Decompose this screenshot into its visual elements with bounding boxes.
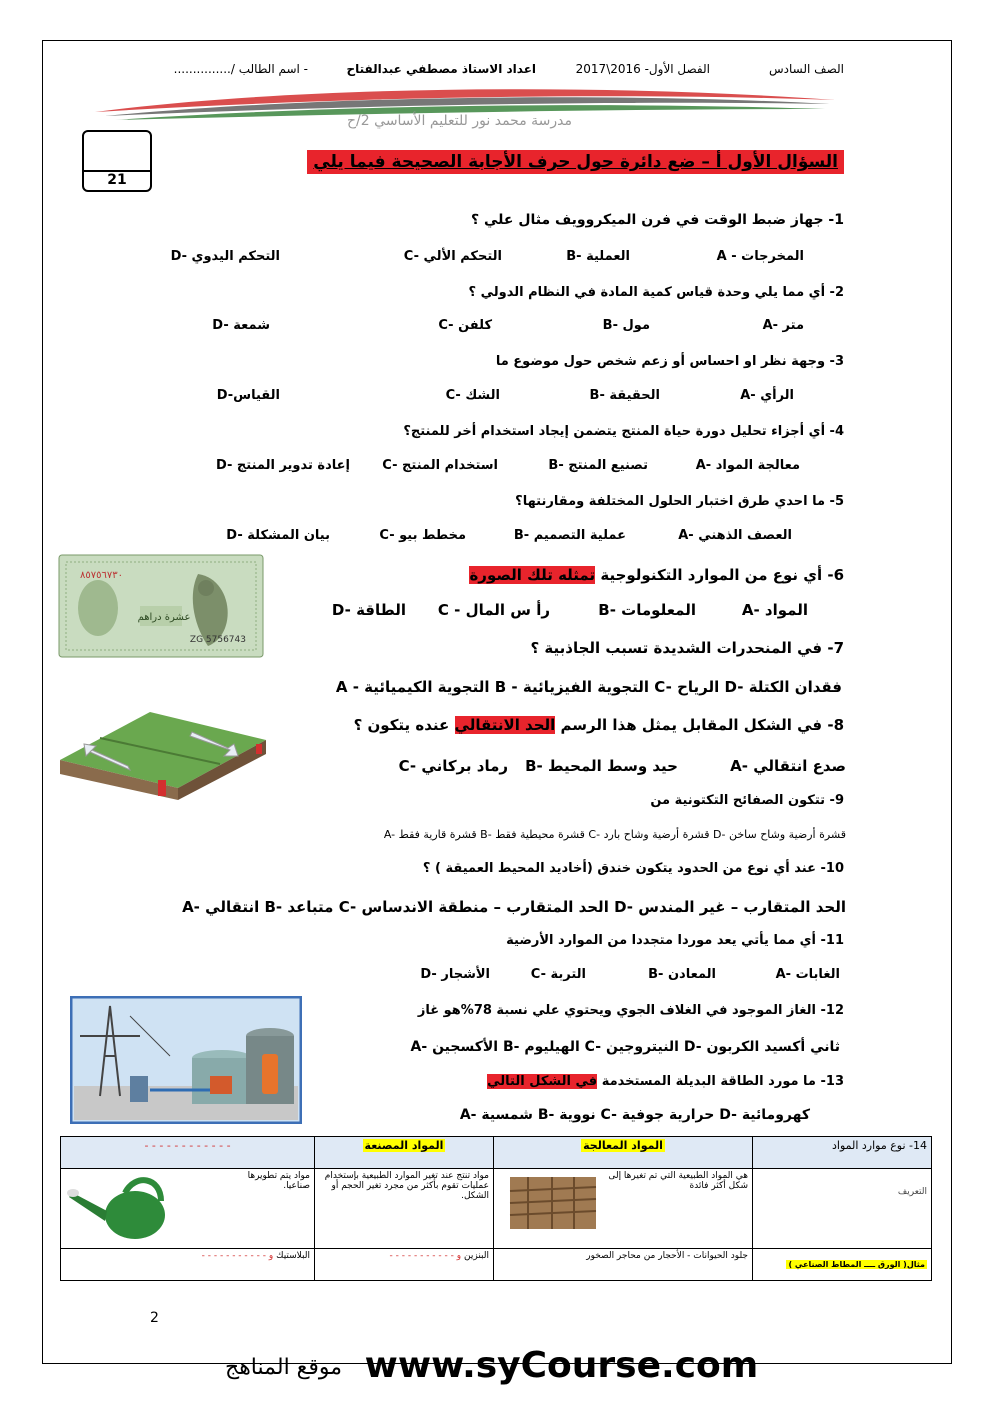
q8-option-a[interactable]: A- صدع انتقالي [730,757,846,775]
manufactured-example[interactable]: البنزين و - - - - - - - - - - - [315,1249,494,1281]
footer-site: www.syCourse.com [364,1345,759,1386]
q11-option-c[interactable]: C- التربة [530,967,586,982]
svg-text:ZG 5756743: ZG 5756743 [189,635,246,645]
q1-option-c[interactable]: C- التحكم الألي [403,249,502,264]
materials-table [60,1136,932,1281]
term-label: الفصل الأول- 2016\2017 [575,62,710,76]
q4-option-c[interactable]: C- استخدام المنتج [382,458,498,473]
transform-boundary-image [60,700,274,802]
q5-option-c[interactable]: C- مخطط بيو [379,528,466,543]
q8-option-b[interactable]: B- حيد وسط المحيط [525,757,678,775]
q6-option-a[interactable]: A- المواد [741,601,808,619]
q5-option-d[interactable]: D- بيان المشكلة [226,528,330,543]
q3-option-c[interactable]: C- الشك [445,388,500,403]
score-value: 21 [107,172,127,188]
processed-definition-cell [494,1169,753,1249]
q13-options[interactable]: A- شمسية B- نووية C- حرارية جوفية D- كهرومائية [459,1107,810,1123]
student-name-label: - اسم الطالب /............... [173,62,308,76]
processed-example: جلود الحيوانات - الأحجار من محاجر الصخور [494,1249,753,1281]
banknote-image [58,554,264,658]
q5-option-a[interactable]: A- العصف الذهني [678,528,792,543]
question-12: 12- الغاز الموجود في الغلاف الجوي ويحتوي علي نسبة 78%هو غاز [417,1003,844,1018]
q3-option-d[interactable]: D-القياس [216,388,280,403]
svg-text:٨٥٧٥٦٧٣٠: ٨٥٧٥٦٧٣٠ [80,570,123,581]
q6-option-b[interactable]: B- المعلومات [598,601,696,619]
q12-options[interactable]: A- الأكسجين B- الهيليوم C- النيتروجين D- ثاني أكسيد الكربون [410,1039,840,1055]
q6-option-c[interactable]: C - رأ س المال [437,601,550,619]
table-header-manufactured: المواد المصنعة [315,1137,494,1169]
question-13: 13- ما مورد الطاقة البديلة المستخدمة في الشكل التالي [487,1074,844,1089]
q7-options[interactable]: A - التجوية الكيميائية B - التجوية الفيزيائية C- الرياح D- فقدان الكتلة [335,678,842,696]
question-2: 2- أي مما يلي وحدة قياس كمية المادة في النظام الدولي ؟ [468,285,844,300]
grade-label: الصف السادس [769,62,844,76]
table-title: 14- نوع موارد المواد [753,1137,932,1169]
q2-option-b[interactable]: B- مول [602,318,650,333]
q11-option-d[interactable]: D- الأشجار [420,967,490,982]
footer-watermark [225,1345,758,1386]
third-definition-cell [61,1169,315,1249]
third-definition: مواد يتم تطويرها صناعيا. [247,1171,310,1191]
q10-options[interactable]: A- انتقالي B- متباعد C- الحد المتقارب – منطقة الاندساس D- الحد المتقارب – غير المندس [182,898,846,916]
question-9: 9- تتكون الصفائح التكتونية من [650,793,844,808]
q2-option-d[interactable]: D- شمعة [212,318,270,333]
q1-option-a[interactable]: A - المخرجات [716,249,804,264]
q5-option-b[interactable]: B- عملية التصميم [513,528,626,543]
example-cell: مثال( الورق ــــ المطاط الصناعي ) [753,1249,932,1281]
q3-option-a[interactable]: A- الرأي [740,388,794,403]
question-5: 5- ما احدي طرق اختبار الحلول المختلفة ومقارنتها؟ [515,494,844,509]
q4-option-d[interactable]: D- إعادة تدوير المنتج [215,458,350,473]
teacher-label: اعداد الاستاذ مصطفي عبدالفتاح [346,62,536,76]
table-header-processed: المواد المعالجة [494,1137,753,1169]
question-1: 1- جهاز ضبط الوقت في فرن الميكروويف مثال علي ؟ [471,212,844,228]
wood-planks-image [508,1171,598,1231]
q1-option-b[interactable]: B- العملية [566,249,630,264]
school-name: مدرسة محمد نور للتعليم الأساسي 2/ح [347,113,572,129]
q2-option-a[interactable]: A- متر [762,318,804,333]
nuclear-plant-image [70,996,302,1124]
question-7: 7- في المنحدرات الشديدة تسبب الجاذبية ؟ [530,639,844,657]
q6-option-d[interactable]: D- الطاقة [331,601,406,619]
question-3: 3- وجهة نظر او احساس أو زعم شخص حول موضوع ما [495,354,844,369]
watering-can-image [65,1171,175,1243]
question-10: 10- عند أي نوع من الحدود يتكون خندق (أخاديد المحيط العميقة ) ؟ [422,861,844,876]
processed-definition: هي المواد الطبيعية التي تم تغيرها إلى شكل أكثر فائدة [608,1171,748,1191]
table-header-blank[interactable]: - - - - - - - - - - - - [61,1137,315,1169]
section-title: السؤال الأول أ – ضع دائرة حول حرف الأجابة الصحيحة فيما يلي [307,150,844,174]
manufactured-definition: مواد تنتج عند تغير الموارد الطبيعية بإستخدام عمليات تقوم بأكثر من مجرد تغير الحجم أو الشكل. [315,1169,494,1249]
question-11: 11- أي مما يأتي يعد موردا متجددا من الموارد الأرضية [506,933,844,948]
banknote-text: عشرة دراهم [137,612,191,623]
question-4: 4- أي أجزاء تحليل دورة حياة المنتج يتضمن إيجاد استخدام أخر للمنتج؟ [403,424,844,439]
question-6: 6- أي نوع من الموارد التكنولوجية تمثله تلك الصورة [469,566,844,584]
q3-option-b[interactable]: B- الحقيقة [589,388,660,403]
row-definition-label: التعريف [753,1169,932,1249]
page-number: 2 [150,1310,159,1326]
footer-arabic: موقع المناهج [225,1354,343,1380]
q11-option-a[interactable]: A- الغابات [775,967,840,982]
q4-option-b[interactable]: B- تصنيع المنتج [548,458,648,473]
q11-option-b[interactable]: B- المعادن [648,967,716,982]
score-box [82,130,152,192]
q1-option-d[interactable]: D- التحكم اليدوي [170,249,280,264]
question-8: 8- في الشكل المقابل يمثل هذا الرسم الحد الانتقالي عنده يتكون ؟ [353,716,844,734]
q9-options[interactable]: A- قشرة قارية فقط B- قشرة محيطية فقط C- قشرة أرضية وشاح بارد D- قشرة أرضية وشاح ساخن [383,828,846,841]
q2-option-c[interactable]: C- كلفن [438,318,492,333]
third-example[interactable]: البلاستيك و - - - - - - - - - - - [61,1249,315,1281]
q8-option-c[interactable]: C- رماد بركاني [398,757,508,775]
q4-option-a[interactable]: A- معالجة المواد [695,458,800,473]
